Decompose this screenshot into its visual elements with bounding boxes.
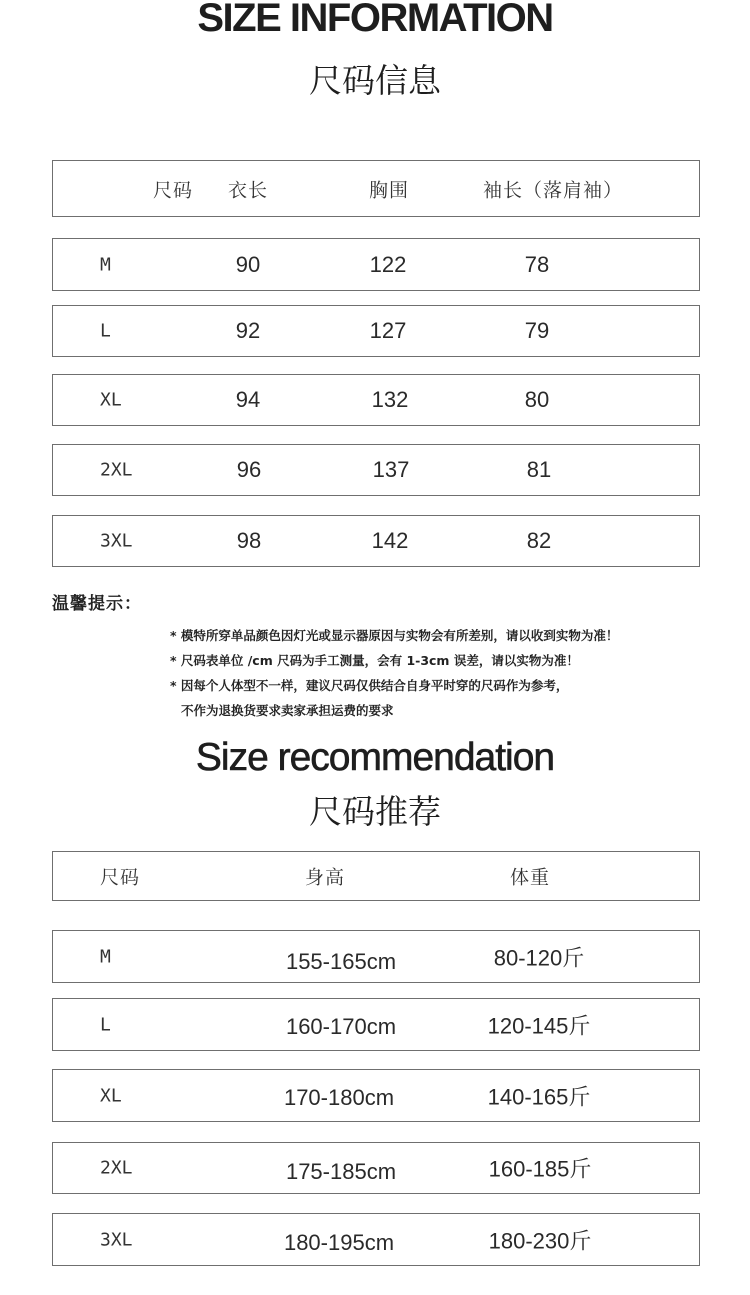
header-sleeve: 袖长（落肩袖） — [482, 179, 624, 201]
header-length: 衣长 — [227, 179, 269, 201]
size-label: M — [100, 946, 111, 967]
table-row — [52, 930, 700, 983]
size-label: XL — [100, 389, 122, 411]
sleeve-value: 79 — [524, 318, 550, 343]
header-size: 尺码 — [152, 179, 194, 201]
size-label: 2XL — [100, 1157, 133, 1179]
sleeve-value: 78 — [524, 251, 550, 277]
sleeve-value: 81 — [526, 457, 552, 482]
weight-value: 160-185斤 — [488, 1156, 592, 1182]
weight-value: 140-165斤 — [487, 1084, 591, 1109]
table-row — [52, 444, 700, 496]
table-row — [52, 515, 700, 567]
weight-value: 120-145斤 — [487, 1013, 591, 1038]
header-size: 尺码 — [99, 866, 141, 889]
size-info-header-row — [52, 160, 700, 217]
size-label: M — [100, 254, 111, 275]
size-info-title-cn: 尺码信息 — [309, 61, 441, 100]
header-chest: 胸围 — [368, 179, 410, 201]
chest-value: 142 — [371, 528, 409, 553]
size-label: L — [100, 320, 111, 342]
tip-line: 不作为退换货要求卖家承担运费的要求 — [181, 703, 394, 718]
tip-line: * 因每个人体型不一样，建议尺码仅供结合自身平时穿的尺码作为参考， — [170, 678, 569, 693]
height-value: 180-195cm — [283, 1230, 395, 1256]
table-row — [52, 1069, 700, 1122]
table-row — [52, 374, 700, 426]
table-row — [52, 1213, 700, 1266]
size-rec-title-en: Size recommendation — [195, 736, 555, 779]
height-value: 170-180cm — [283, 1085, 395, 1111]
height-value: 175-185cm — [285, 1159, 397, 1184]
height-value: 160-170cm — [285, 1014, 397, 1040]
weight-value: 80-120斤 — [493, 945, 585, 970]
tip-line: * 模特所穿单品颜色因灯光或显示器原因与实物会有所差别，请以收到实物为准！ — [170, 628, 619, 643]
table-row — [52, 998, 700, 1051]
chest-value: 122 — [369, 251, 407, 277]
table-row — [52, 1142, 700, 1194]
size-label: 3XL — [100, 530, 133, 552]
size-label: 2XL — [100, 459, 133, 481]
length-value: 92 — [235, 318, 261, 343]
size-info-title-en: SIZE INFORMATION — [197, 0, 553, 40]
table-row — [52, 238, 700, 291]
size-rec-header-row — [52, 851, 700, 901]
length-value: 90 — [235, 251, 261, 277]
sleeve-value: 82 — [526, 528, 552, 553]
header-height: 身高 — [304, 866, 346, 889]
weight-value: 180-230斤 — [488, 1228, 592, 1253]
tip-line: * 尺码表单位 /cm 尺码为手工测量，会有 1-3cm 误差，请以实物为准！ — [170, 653, 579, 668]
chest-value: 127 — [369, 318, 407, 343]
chest-value: 137 — [372, 457, 410, 482]
sleeve-value: 80 — [524, 387, 550, 412]
table-row — [52, 305, 700, 357]
height-value: 155-165cm — [285, 949, 397, 975]
header-weight: 体重 — [509, 866, 551, 889]
size-label: XL — [100, 1085, 122, 1106]
length-value: 98 — [236, 528, 262, 553]
length-value: 94 — [235, 387, 261, 412]
size-rec-title-cn: 尺码推荐 — [309, 792, 441, 831]
chest-value: 132 — [371, 387, 409, 412]
size-label: L — [100, 1014, 111, 1035]
length-value: 96 — [236, 457, 262, 482]
size-label: 3XL — [100, 1229, 133, 1250]
tips-title: 温馨提示： — [52, 594, 142, 614]
